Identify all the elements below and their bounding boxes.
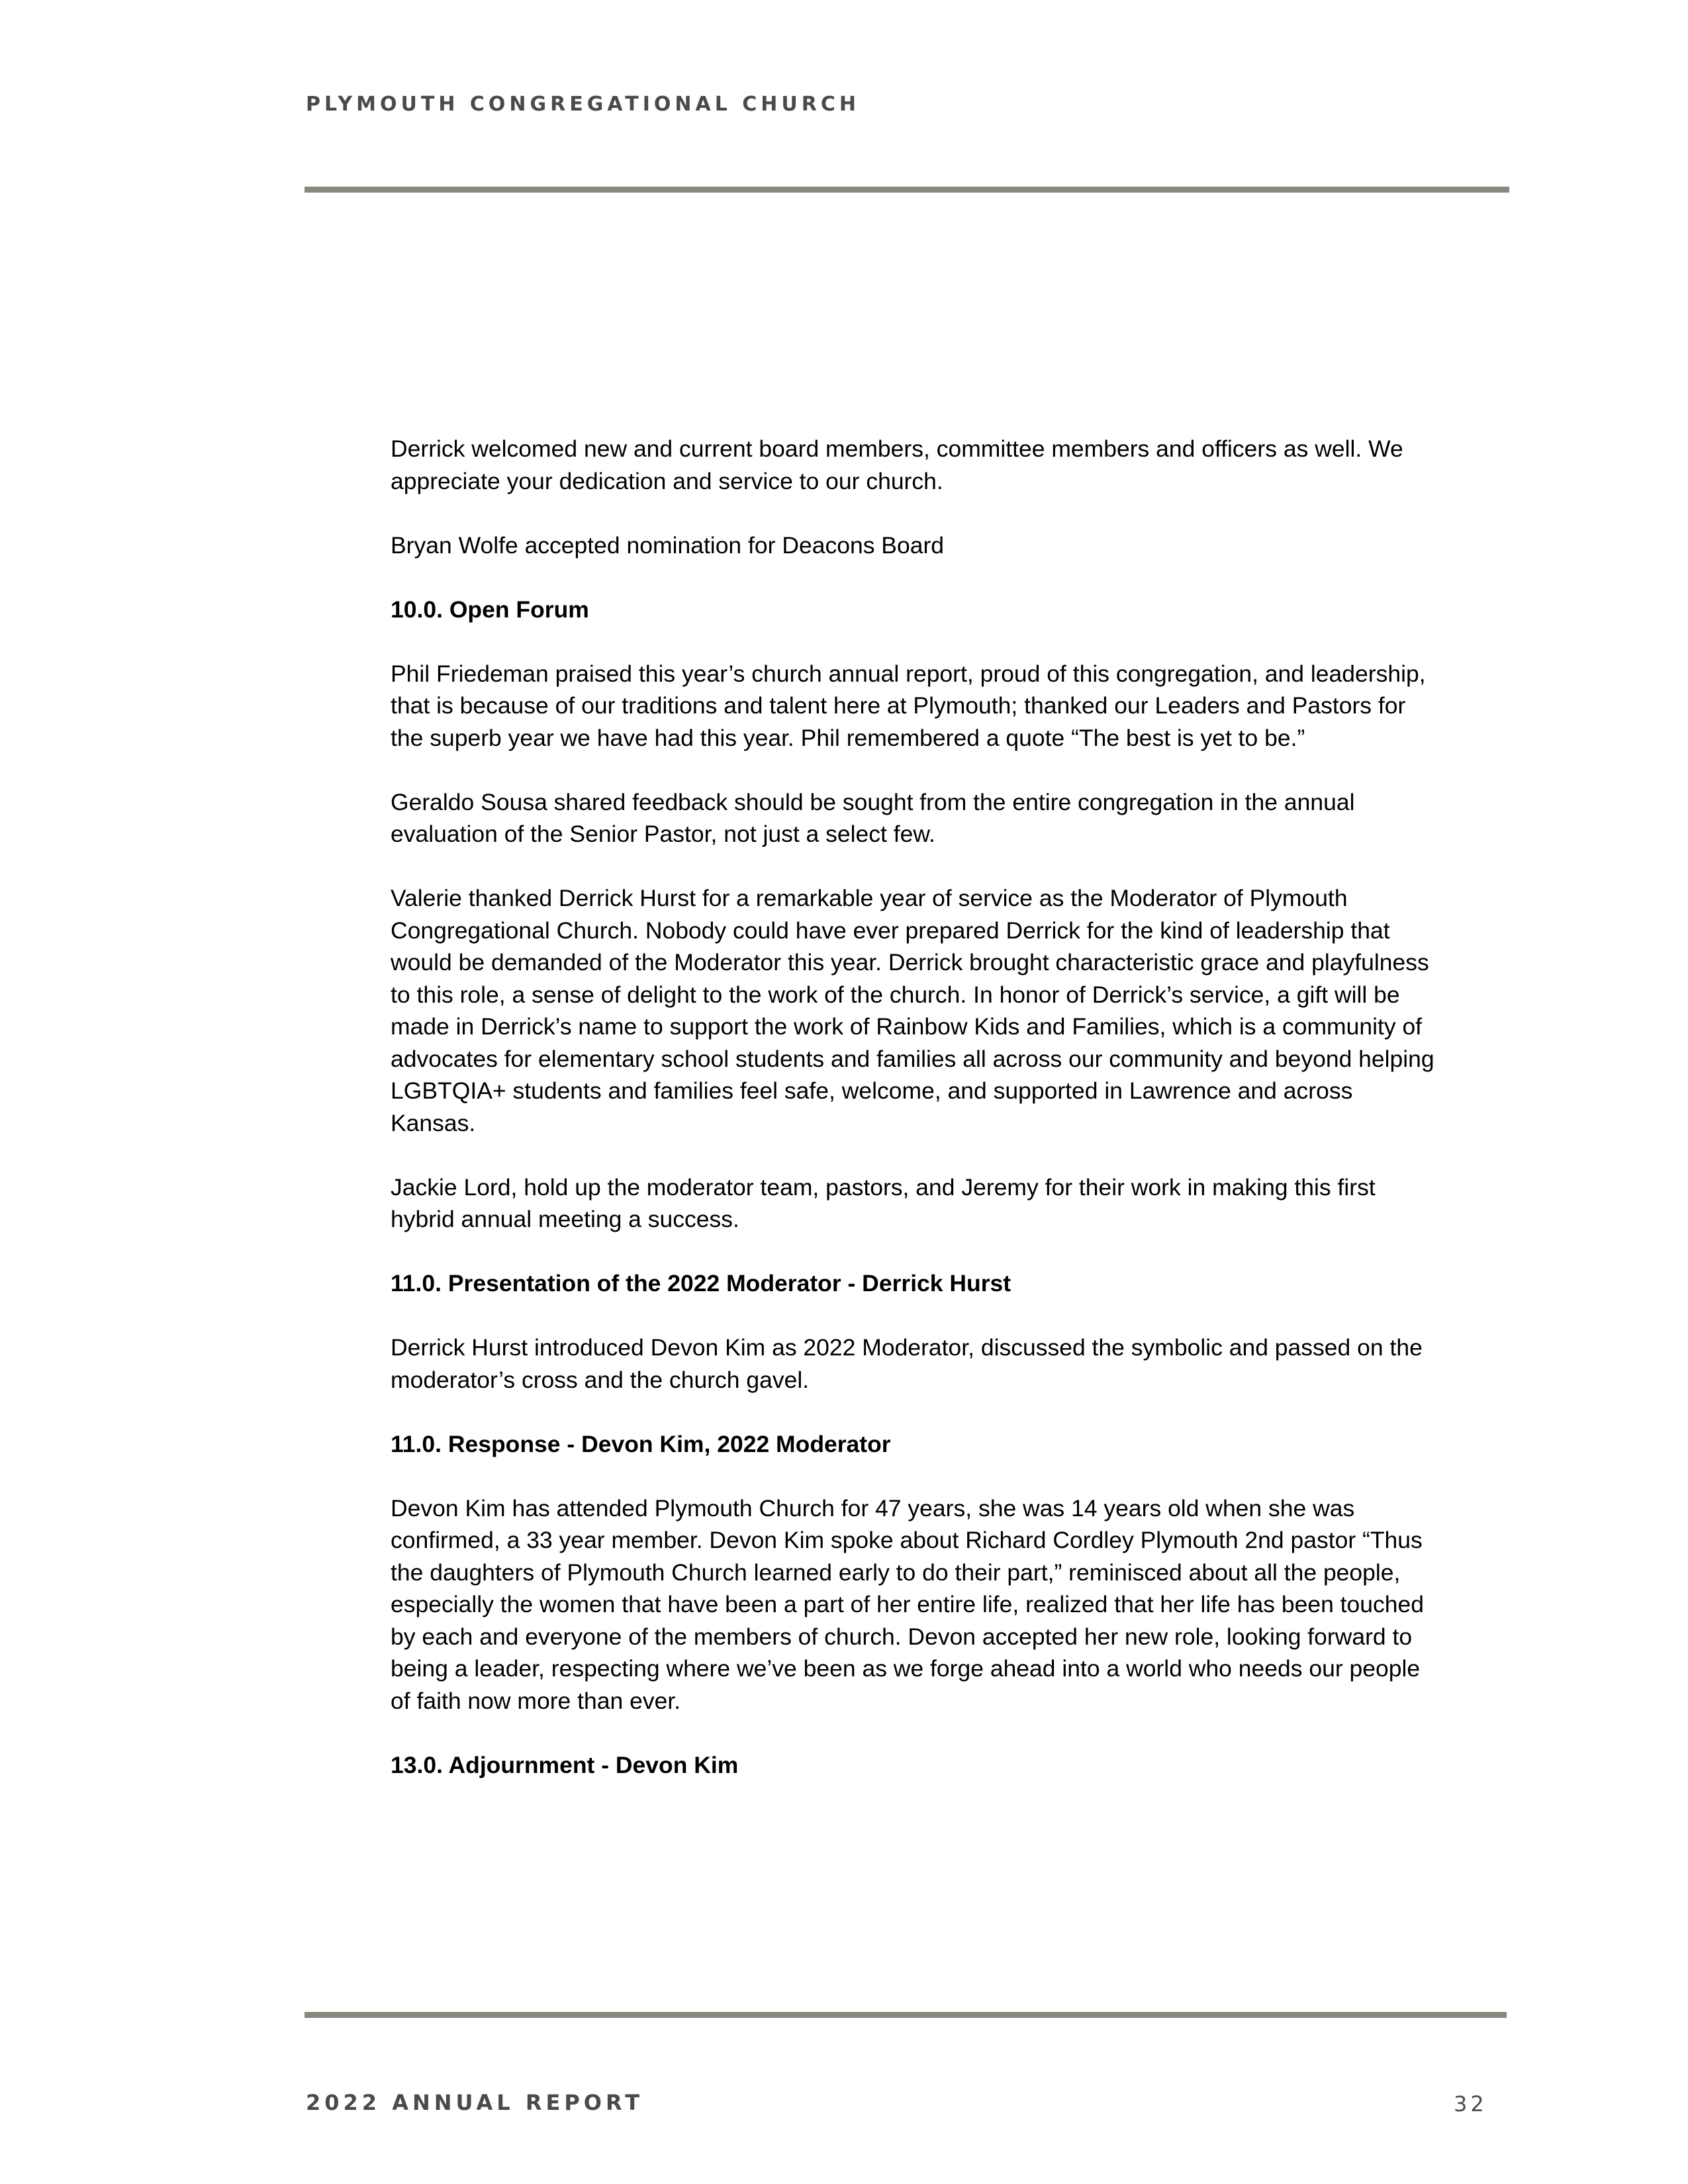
- paragraph-geraldo-sousa: Geraldo Sousa shared feedback should be sought from the entire congregation in the annual evaluation of the Senior Pastor, not just a select few.: [391, 788, 1355, 847]
- header-divider: [305, 187, 1509, 193]
- paragraph-jackie-lord: Jackie Lord, hold up the moderator team, pastors, and Jeremy for their work in making this first hybrid annual meeting a success.: [391, 1173, 1376, 1232]
- page-number: 32: [1454, 2091, 1487, 2116]
- paragraph-nomination: Bryan Wolfe accepted nomination for Deacons Board: [391, 531, 945, 559]
- footer-title: 2022 ANNUAL REPORT: [306, 2090, 644, 2115]
- heading-response-devon-kim: 11.0. Response - Devon Kim, 2022 Moderator: [391, 1430, 891, 1457]
- header-title: PLYMOUTH CONGREGATIONAL CHURCH: [306, 93, 860, 116]
- paragraph-valerie: Valerie thanked Derrick Hurst for a remarkable year of service as the Moderator of Plymouth Congregational Church. Nobody could have ever prepared Derrick for the kind of leadership that would be demanded of the Moderator this year. Derrick brought characteristic grace and playfulness to this role, a sense of delight to the work of the church. In honor of Derrick’s service, a gift will be made in Derrick’s name to support the work of Rainbow Kids and Families, which is a community of advocates for elementary school students and families all across our community and beyond helping LGBTQIA+ students and families feel safe, welcome, and supported in Lawrence and across Kansas.: [391, 885, 1434, 1136]
- page-content: [391, 433, 1443, 1813]
- footer-divider: [305, 2012, 1507, 2018]
- paragraph-devon-kim: Devon Kim has attended Plymouth Church for 47 years, she was 14 years old when she was confirmed, a 33 year member. Devon Kim spoke about Richard Cordley Plymouth 2nd pastor “Thus the daughters of Plymouth Church learned early to do their part,” reminisced about all the people, especially the women that have been a part of her entire life, realized that her life has been touched by each and everyone of the members of church. Devon accepted her new role, looking forward to being a leader, respecting where we’ve been as we forge ahead into a world who needs our people of faith now more than ever.: [391, 1494, 1425, 1714]
- paragraph-phil-friedeman: Phil Friedeman praised this year’s church annual report, proud of this congregation, and leadership, that is because of our traditions and talent here at Plymouth; thanked our Leaders and Pastors for the superb year we have had this year. Phil remembered a quote “The best is yet to be.”: [391, 660, 1426, 751]
- heading-presentation-moderator: 11.0. Presentation of the 2022 Moderator - Derrick Hurst: [391, 1270, 1011, 1297]
- paragraph-welcome: Derrick welcomed new and current board members, committee members and officers as well. We appreciate your dedication and service to our church.: [391, 435, 1403, 494]
- heading-adjournment: 13.0. Adjournment - Devon Kim: [391, 1751, 739, 1778]
- heading-open-forum: 10.0. Open Forum: [391, 596, 589, 623]
- paragraph-derrick-hurst: Derrick Hurst introduced Devon Kim as 2022 Moderator, discussed the symbolic and passed on the moderator’s cross and the church gavel.: [391, 1334, 1423, 1393]
